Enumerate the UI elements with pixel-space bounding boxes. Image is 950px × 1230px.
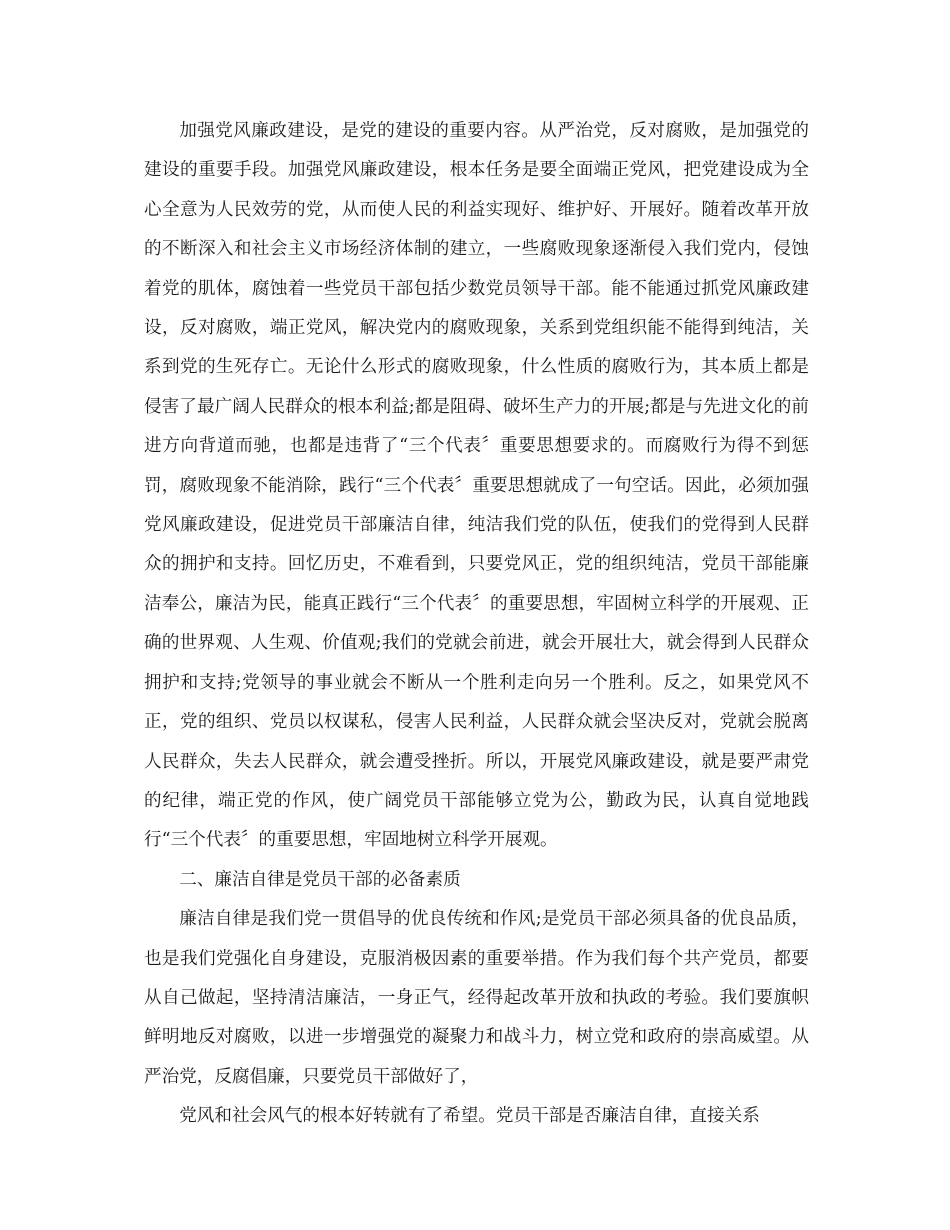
body-paragraph-1: 加强党风廉政建设，是党的建设的重要内容。从严治党，反对腐败，是加强党的建设的重要手段。加强党风廉政建设，根本任务是要全面端正党风，把党建设成为全心全意为人民效劳的党，从而使人民的利益实现好、维护好、开展好。随着改革开放的不断深入和社会主义市场经济体制的建立，一些腐败现象逐渐侵入我们党内，侵蚀着党的肌体，腐蚀着一些党员干部包括少数党员领导干部。能不能通过抓党风廉政建设，反对腐败，端正党风，解决党内的腐败现象，关系到党组织能不能得到纯洁，关系到党的生死存亡。无论什么形式的腐败现象，什么性质的腐败行为，其本质上都是侵害了最广阔人民群众的根本利益;都是阻碍、破坏生产力的开展;都是与先进文化的前进方向背道而驰，也都是违背了“三个代表〞重要思想要求的。而腐败行为得不到惩罚，腐败现象不能消除，践行“三个代表〞重要思想就成了一句空话。因此，必须加强党风廉政建设，促进党员干部廉洁自律，纯洁我们党的队伍，使我们的党得到人民群众的拥护和支持。回忆历史，不难看到，只要党风正，党的组织纯洁，党员干部能廉洁奉公，廉洁为民，能真正践行“三个代表〞的重要思想，牢固树立科学的开展观、正确的世界观、人生观、价值观;我们的党就会前进，就会开展壮大，就会得到人民群众拥护和支持;党领导的事业就会不断从一个胜利走向另一个胜利。反之，如果党风不正，党的组织、党员以权谋私，侵害人民利益，人民群众就会坚决反对，党就会脱离人民群众，失去人民群众，就会遭受挫折。所以，开展党风廉政建设，就是要严肃党的纪律，端正党的作风，使广阔党员干部能够立党为公，勤政为民，认真自觉地践行“三个代表〞的重要思想，牢固地树立科学开展观。	[144, 121, 809, 851]
section-heading: 二、廉洁自律是党员干部的必备素质	[179, 869, 461, 890]
body-paragraph-2: 廉洁自律是我们党一贯倡导的优良传统和作风;是党员干部必须具备的优良品质，也是我们党强化自身建设，克服消极因素的重要举措。作为我们每个共产党员，都要从自己做起，坚持清洁廉洁，一身正气，经得起改革开放和执政的考验。我们要旗帜鲜明地反对腐败，以进一步增强党的凝聚力和战斗力，树立党和政府的崇高威望。从严治党，反腐倡廉，只要党员干部做好了，	[144, 909, 809, 1087]
document-body	[144, 112, 809, 1137]
body-paragraph-3: 党风和社会风气的根本好转就有了希望。党员干部是否廉洁自律，直接关系	[179, 1106, 760, 1127]
